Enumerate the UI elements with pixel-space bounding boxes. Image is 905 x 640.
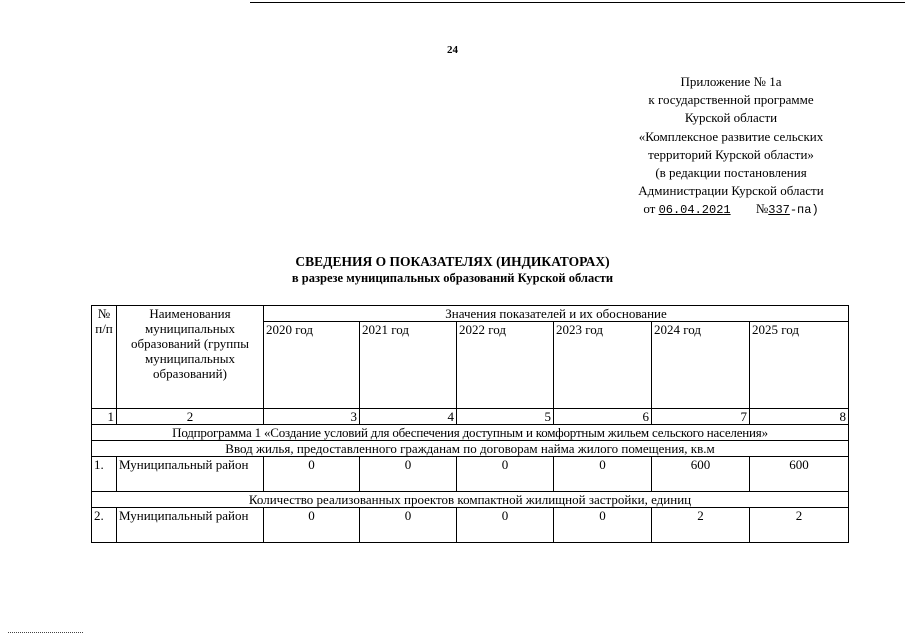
value-cell: 600 <box>652 457 750 492</box>
section-title: Ввод жилья, предоставленного гражданам по договорам найма жилого помещения, кв.м <box>92 441 849 457</box>
year-header: 2025 год <box>750 322 849 409</box>
appendix-line: Администрации Курской области <box>638 183 824 199</box>
value-cell: 0 <box>457 457 554 492</box>
section-row <box>92 492 849 508</box>
appendix-line: к государственной программе <box>648 92 814 108</box>
value-cell: 0 <box>554 457 652 492</box>
column-number: 8 <box>750 409 849 425</box>
appendix-date-line <box>600 200 862 219</box>
column-number: 3 <box>264 409 360 425</box>
year-header: 2022 год <box>457 322 554 409</box>
number-suffix: -па) <box>789 203 819 218</box>
table-row <box>92 457 849 492</box>
table-row <box>92 508 849 543</box>
value-cell: 0 <box>360 457 457 492</box>
title-line-2: в разрезе муниципальных образований Курской области <box>291 271 614 285</box>
resolution-number: 337 <box>768 203 790 218</box>
subprogram-row <box>92 425 849 441</box>
column-number: 7 <box>652 409 750 425</box>
document-title <box>0 253 905 287</box>
value-cell: 2 <box>652 508 750 543</box>
appendix-line: (в редакции постановления <box>655 165 807 181</box>
values-header: Значения показателей и их обоснование <box>264 306 849 322</box>
title-line-1: СВЕДЕНИЯ О ПОКАЗАТЕЛЯХ (ИНДИКАТОРАХ) <box>295 254 610 269</box>
appendix-line: «Комплексное развитие сельских <box>638 128 824 144</box>
name-col-header: Наименования муниципальных образований (группы муниципальных образований) <box>117 306 264 409</box>
section-title: Количество реализованных проектов компактной жилищной застройки, единиц <box>92 492 849 508</box>
column-number: 4 <box>360 409 457 425</box>
appendix-line: Приложение № 1а <box>680 74 782 89</box>
column-number: 6 <box>554 409 652 425</box>
value-cell: 0 <box>360 508 457 543</box>
indicators-table <box>91 305 849 543</box>
value-cell: 0 <box>264 508 360 543</box>
subprogram-title: Подпрограмма 1 «Создание условий для обеспечения доступным и комфортным жильем сельского населения» <box>92 425 849 441</box>
year-header: 2024 год <box>652 322 750 409</box>
top-rule <box>250 2 905 3</box>
footer-dotted-rule <box>8 632 83 634</box>
number-label: № <box>755 201 769 217</box>
column-number: 2 <box>117 409 264 425</box>
value-cell: 0 <box>457 508 554 543</box>
column-number: 1 <box>92 409 117 425</box>
num-col-header: № п/п <box>92 306 117 409</box>
value-cell: 0 <box>264 457 360 492</box>
row-number: 2. <box>92 508 117 543</box>
value-cell: 2 <box>750 508 849 543</box>
appendix-block <box>600 73 862 220</box>
row-number: 1. <box>92 457 117 492</box>
column-numbers-row <box>92 409 849 425</box>
value-cell: 600 <box>750 457 849 492</box>
municipality-name: Муниципальный район <box>117 508 264 543</box>
value-cell: 0 <box>554 508 652 543</box>
year-header: 2023 год <box>554 322 652 409</box>
page-number: 24 <box>447 44 458 56</box>
municipality-name: Муниципальный район <box>117 457 264 492</box>
appendix-line: Курской области <box>684 110 778 126</box>
section-row <box>92 441 849 457</box>
year-header: 2021 год <box>360 322 457 409</box>
year-header: 2020 год <box>264 322 360 409</box>
date-prefix: от <box>643 201 659 217</box>
header-row <box>92 306 849 322</box>
appendix-line: территорий Курской области» <box>648 146 814 162</box>
column-number: 5 <box>457 409 554 425</box>
resolution-date: 06.04.2021 <box>658 203 731 218</box>
